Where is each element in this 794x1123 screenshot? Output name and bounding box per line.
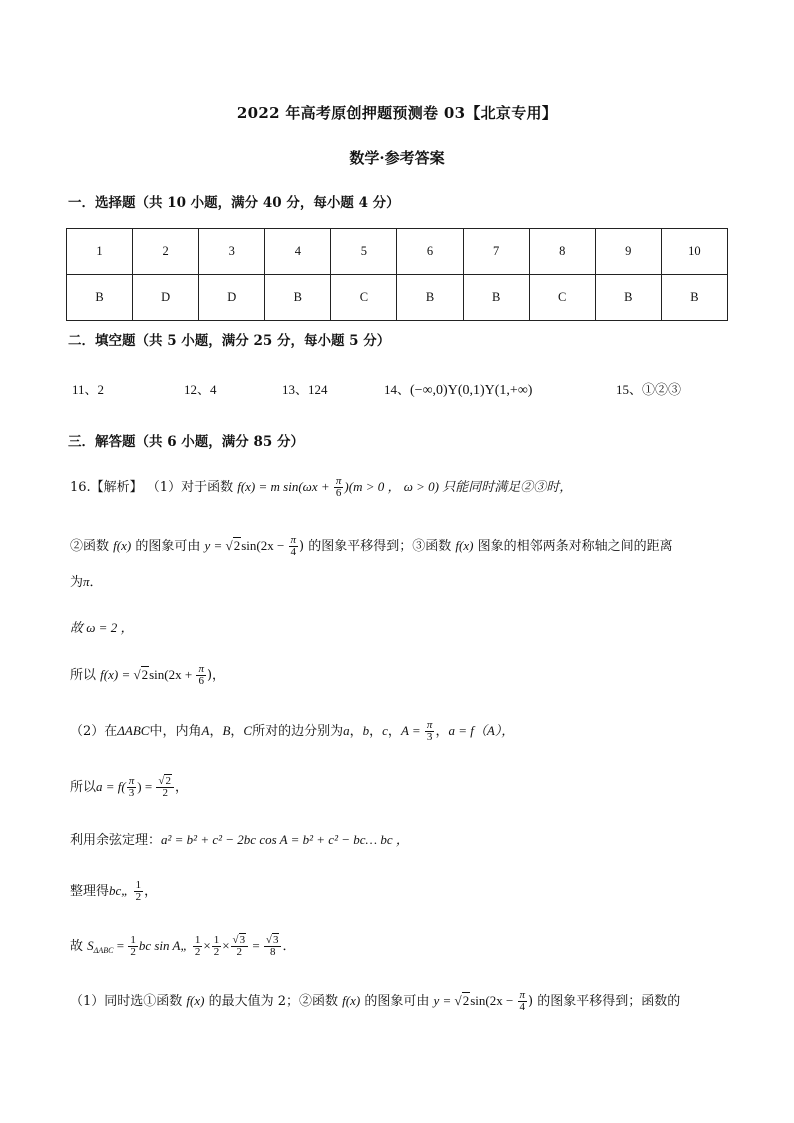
numerator: π xyxy=(335,475,342,487)
text: ， xyxy=(387,724,401,739)
solution-line-5 xyxy=(70,664,225,687)
text: ． xyxy=(89,575,103,590)
table-cell: B xyxy=(67,275,133,321)
table-cell: B xyxy=(265,275,331,321)
text: ) 的图象平移得到；函数的 xyxy=(528,994,681,1009)
fraction xyxy=(264,935,282,958)
solution-line-6 xyxy=(70,720,514,743)
math-expression: sin(2x + xyxy=(149,667,196,682)
table-cell: 2 xyxy=(133,229,199,275)
table-row-numbers xyxy=(67,229,728,275)
fraction xyxy=(128,935,138,958)
text: 故 ω = 2 ， xyxy=(70,620,134,635)
table-cell: 9 xyxy=(595,229,661,275)
text: 利用余弦定理： xyxy=(70,833,162,848)
denominator: 8 xyxy=(269,946,276,958)
denominator: 6 xyxy=(198,675,204,687)
numerator: 1 xyxy=(130,934,136,946)
math-expression: A xyxy=(201,723,210,738)
page-subtitle: 数学·参考答案 xyxy=(349,149,445,167)
fill-answer-12: 12、4 xyxy=(184,382,217,397)
text: 中，内角 xyxy=(149,724,202,739)
math-expression: y = xyxy=(433,993,455,1008)
text: 的图象可由 xyxy=(135,539,201,554)
table-cell: C xyxy=(529,275,595,321)
text: 图象的相邻两条对称轴之间的距离 xyxy=(477,539,673,554)
math-expression: f(x) xyxy=(455,538,474,553)
table-cell: 4 xyxy=(265,229,331,275)
math-expression: × xyxy=(222,938,230,953)
table-cell: C xyxy=(331,275,397,321)
page-title: 2022 年高考原创押题预测卷 03【北京专用】 xyxy=(236,104,558,122)
subscript: ΔABC xyxy=(93,946,114,955)
radicand: 3 xyxy=(272,934,279,946)
text: 整理得 xyxy=(70,884,110,899)
table-cell: 6 xyxy=(397,229,463,275)
numerator: π xyxy=(128,775,135,787)
fill-answer-15: 15、①②③ xyxy=(616,382,682,397)
math-expression: S xyxy=(87,938,94,953)
section-1-heading: 一．选择题（共 10 小题，满分 40 分，每小题 4 分） xyxy=(68,195,400,211)
solution-line-10 xyxy=(70,935,295,961)
solution-line-3 xyxy=(70,572,103,593)
table-cell: D xyxy=(199,275,265,321)
table-cell: B xyxy=(463,275,529,321)
table-cell: D xyxy=(133,275,199,321)
math-expression: a² = b² + c² − 2bc cos A = b² + c² − bc… bc ， xyxy=(161,832,409,847)
text: 所对的边分别为 xyxy=(252,724,344,739)
solution-line-2 xyxy=(70,535,673,558)
radicand: 2 xyxy=(165,775,171,787)
table-cell: 7 xyxy=(463,229,529,275)
sqrt-expression: √2 xyxy=(454,993,470,1008)
math-expression: c xyxy=(382,723,388,738)
text: （2）在 xyxy=(70,724,118,739)
radicand: 3 xyxy=(239,934,246,946)
fraction xyxy=(518,990,528,1013)
math-expression: × xyxy=(203,938,211,953)
text: )， xyxy=(206,668,226,683)
section-3-heading: 三．解答题（共 6 小题，满分 85 分） xyxy=(68,434,304,450)
fraction xyxy=(156,776,174,799)
math-expression: f(x) xyxy=(186,993,205,1008)
denominator: 4 xyxy=(290,546,297,558)
solution-line-11 xyxy=(70,990,680,1013)
denominator: 2 xyxy=(162,787,168,799)
fill-answer-14-value: (−∞,0)Y(0,1)Y(1,+∞) xyxy=(410,383,533,398)
math-expression: bc sin A„ xyxy=(138,938,188,953)
text: ， xyxy=(435,724,449,739)
table-cell: 8 xyxy=(529,229,595,275)
solution-line-4 xyxy=(70,618,133,639)
fill-answer-13: 13、124 xyxy=(282,382,328,397)
math-expression: y = xyxy=(204,538,226,553)
fill-answer-14-label: 14、 xyxy=(384,382,411,397)
math-expression: sin(2x − xyxy=(470,993,517,1008)
denominator: 3 xyxy=(128,787,135,799)
numerator: 1 xyxy=(213,934,220,946)
denominator: 2 xyxy=(236,946,243,958)
math-expression: a = f( xyxy=(96,779,126,794)
numerator: √2 xyxy=(156,776,174,788)
numerator: π xyxy=(198,663,204,675)
fraction xyxy=(231,935,249,958)
radicand: 2 xyxy=(141,667,149,682)
text: ， xyxy=(369,724,383,739)
denominator: 2 xyxy=(130,946,136,958)
fraction xyxy=(196,664,206,687)
math-expression: C xyxy=(243,723,253,738)
math-expression: sin(2x − xyxy=(241,538,288,553)
math-expression: π xyxy=(83,574,90,589)
fraction xyxy=(193,935,203,958)
text: ， xyxy=(209,724,223,739)
text: 16.【解析】 （1）对于函数 xyxy=(70,480,234,495)
solution-line-7 xyxy=(70,776,188,799)
fraction xyxy=(334,476,344,499)
numerator: 1 xyxy=(135,879,142,891)
math-expression: bc„ xyxy=(109,883,129,898)
math-expression: f(x) = xyxy=(100,667,134,682)
numerator: 1 xyxy=(194,934,201,946)
math-expression: = xyxy=(249,938,263,953)
solution-line-1 xyxy=(70,476,572,499)
math-expression: b xyxy=(362,723,370,738)
text: )(m > 0 ， ω > 0) 只能同时满足②③时， xyxy=(344,479,573,494)
text: ， xyxy=(174,780,188,795)
text: ， xyxy=(144,884,158,899)
math-expression: f(x) = m sin(ωx + xyxy=(237,479,333,494)
math-expression: B xyxy=(222,723,231,738)
table-cell: B xyxy=(595,275,661,321)
denominator: 2 xyxy=(135,891,142,903)
table-cell: 3 xyxy=(199,229,265,275)
text: ②函数 xyxy=(70,539,110,554)
radicand: 2 xyxy=(233,538,241,553)
denominator: 2 xyxy=(213,946,220,958)
denominator: 2 xyxy=(194,946,201,958)
numerator: √3 xyxy=(264,935,282,947)
fraction xyxy=(425,720,435,743)
denominator: 3 xyxy=(426,731,433,743)
text: ， xyxy=(230,724,244,739)
answer-table xyxy=(66,228,728,321)
numerator: π xyxy=(290,534,297,546)
text: （1）同时选①函数 xyxy=(70,994,183,1009)
sqrt-expression: √2 xyxy=(133,667,149,682)
math-expression: a xyxy=(343,723,350,738)
text: 的最大值为 2；②函数 xyxy=(208,994,339,1009)
table-row-answers xyxy=(67,275,728,321)
denominator: 4 xyxy=(519,1001,526,1013)
math-expression: ) = xyxy=(137,779,156,794)
table-cell: 1 xyxy=(67,229,133,275)
table-cell: B xyxy=(661,275,727,321)
text: 所以 xyxy=(70,780,97,795)
fill-answer-14 xyxy=(384,379,532,399)
text: 为 xyxy=(70,575,84,590)
table-cell: 10 xyxy=(661,229,727,275)
denominator: 6 xyxy=(335,487,342,499)
math-expression: f(x) xyxy=(342,993,361,1008)
numerator: π xyxy=(426,719,433,731)
radicand: 2 xyxy=(462,993,470,1008)
math-expression: = xyxy=(113,938,128,953)
fill-answer-11: 11、2 xyxy=(72,382,105,397)
text: ． xyxy=(282,939,296,954)
text: ， xyxy=(349,724,363,739)
math-expression: a = f（A）， xyxy=(448,723,515,738)
fraction xyxy=(212,935,222,958)
text: 的图象可由 xyxy=(364,994,430,1009)
table-cell: 5 xyxy=(331,229,397,275)
math-expression: ΔABC xyxy=(117,723,150,738)
fraction xyxy=(134,880,144,903)
text: 故 xyxy=(70,939,84,954)
numerator: √3 xyxy=(231,935,249,947)
numerator: π xyxy=(519,989,526,1001)
solution-line-8 xyxy=(70,830,409,851)
fraction xyxy=(289,535,299,558)
solution-line-9 xyxy=(70,880,157,903)
math-expression: A = xyxy=(400,723,424,738)
math-expression: f(x) xyxy=(113,538,132,553)
table-cell: B xyxy=(397,275,463,321)
text: 所以 xyxy=(70,668,97,683)
sqrt-expression: √2 xyxy=(225,538,241,553)
text: ) 的图象平移得到；③函数 xyxy=(299,539,452,554)
fraction xyxy=(127,776,137,799)
section-2-heading: 二．填空题（共 5 小题，满分 25 分，每小题 5 分） xyxy=(68,333,391,349)
